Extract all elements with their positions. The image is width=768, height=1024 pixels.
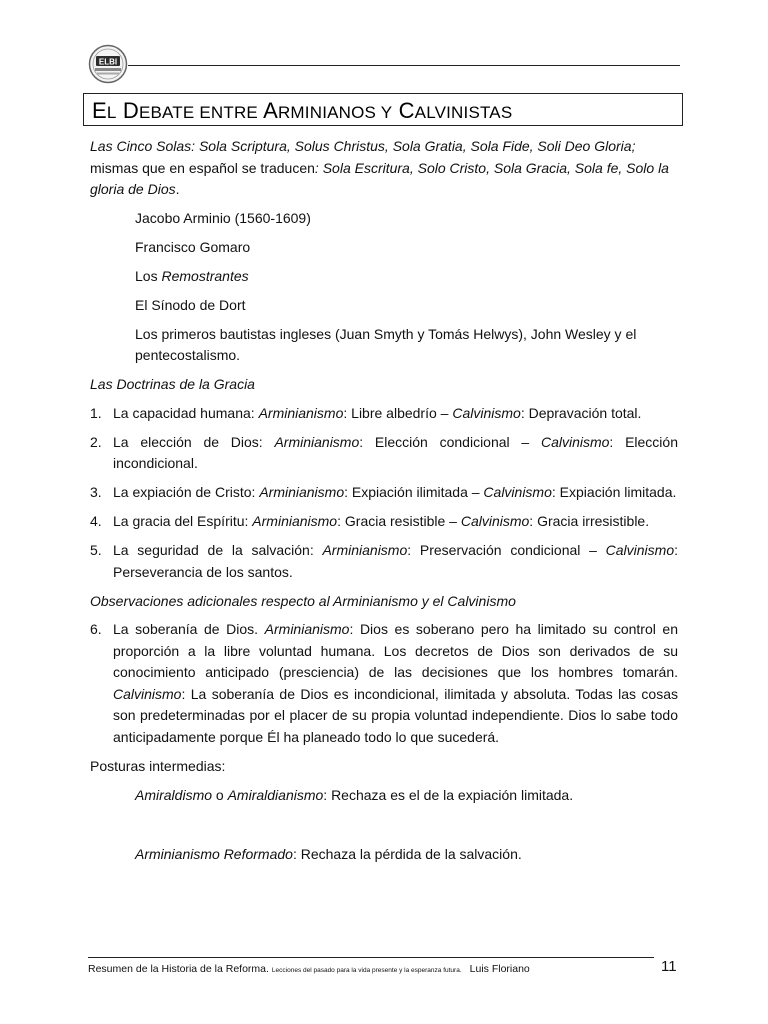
doctrine-item: 1. La capacidad humana: Arminianismo: Libre albedrío – Calvinismo: Depravación total. [90, 404, 642, 421]
doctrines-list [90, 403, 678, 584]
remostrantes: Los Remostrantes [135, 267, 249, 284]
doctrine-item: 4. La gracia del Espíritu: Arminianismo: Gracia resistible – Calvinismo: Gracia irresistible. [90, 513, 650, 529]
page-title: EL DEBATE ENTRE ARMINIANOS Y CALVINISTAS [83, 93, 683, 126]
observations-list [90, 619, 678, 748]
doctrine-item: 2. La elección de Dios: Arminianismo: Elección condicional – Calvinismo: Elección incondicional. [90, 433, 678, 471]
footer [88, 963, 654, 975]
page-number: 11 [661, 958, 677, 975]
footer-author: Luis Floriano [469, 963, 530, 975]
doctrines-heading: Las Doctrinas de la Gracia [90, 376, 255, 392]
elbi-logo [88, 44, 128, 84]
svg-text:ELBI: ELBI [98, 57, 118, 67]
postures-heading: Posturas intermedias: [90, 757, 226, 774]
observation-item: 6. La soberanía de Dios. Arminianismo: Dios es soberano pero ha limitado su control en proporción a la libre voluntad humana. Los decretos de Dios son derivados de su conocimiento anticipado (presciencia) de las decisiones que los hombres tomarán. Calvinismo: La soberanía de Dios es incondicional, ilimitada y absoluta. Todas las cosas son predeterminadas por el placer de su propia voluntad independiente. Dios lo sabe todo anticipadamente porque Él ha planeado todo lo que sucederá. [90, 621, 679, 745]
posture-arminianismo-reformado: Arminianismo Reformado: Rechaza la pérdida de la salvación. [135, 845, 522, 862]
bautistas-ingleses: Los primeros bautistas ingleses (Juan Smyth y Tomás Helwys), John Wesley y el pentecostalismo. [135, 325, 637, 363]
sinodo-dort: El Sínodo de Dort [135, 296, 246, 313]
intro-paragraph: Las Cinco Solas: Sola Scriptura, Solus Christus, Sola Gratia, Sola Fide, Soli Deo Gloria; mismas que en español se traducen: Sola Escritura, Solo Cristo, Sola Gracia, Sola fe, Solo la gloria de Dios. [90, 138, 669, 197]
person-arminio: Jacobo Arminio (1560-1609) [135, 209, 311, 226]
posture-amiraldismo: Amiraldismo o Amiraldianismo: Rechaza es el de la expiación limitada. [135, 787, 574, 803]
footer-subtitle: Lecciones del pasado para la vida presente y la esperanza futura. [271, 967, 462, 974]
footer-book-title: Resumen de la Historia de la Reforma. [88, 963, 269, 975]
doctrine-item: 5. La seguridad de la salvación: Arminianismo: Preservación condicional – Calvinismo: Perseverancia de los santos. [90, 542, 678, 580]
person-gomaro: Francisco Gomaro [135, 238, 251, 255]
footer-rule [88, 957, 654, 958]
doctrine-item: 3. La expiación de Cristo: Arminianismo: Expiación ilimitada – Calvinismo: Expiación limitada. [90, 484, 677, 500]
header-rule [128, 65, 680, 66]
observations-heading: Observaciones adicionales respecto al Arminianismo y el Calvinismo [90, 592, 516, 609]
page-content [90, 136, 678, 865]
